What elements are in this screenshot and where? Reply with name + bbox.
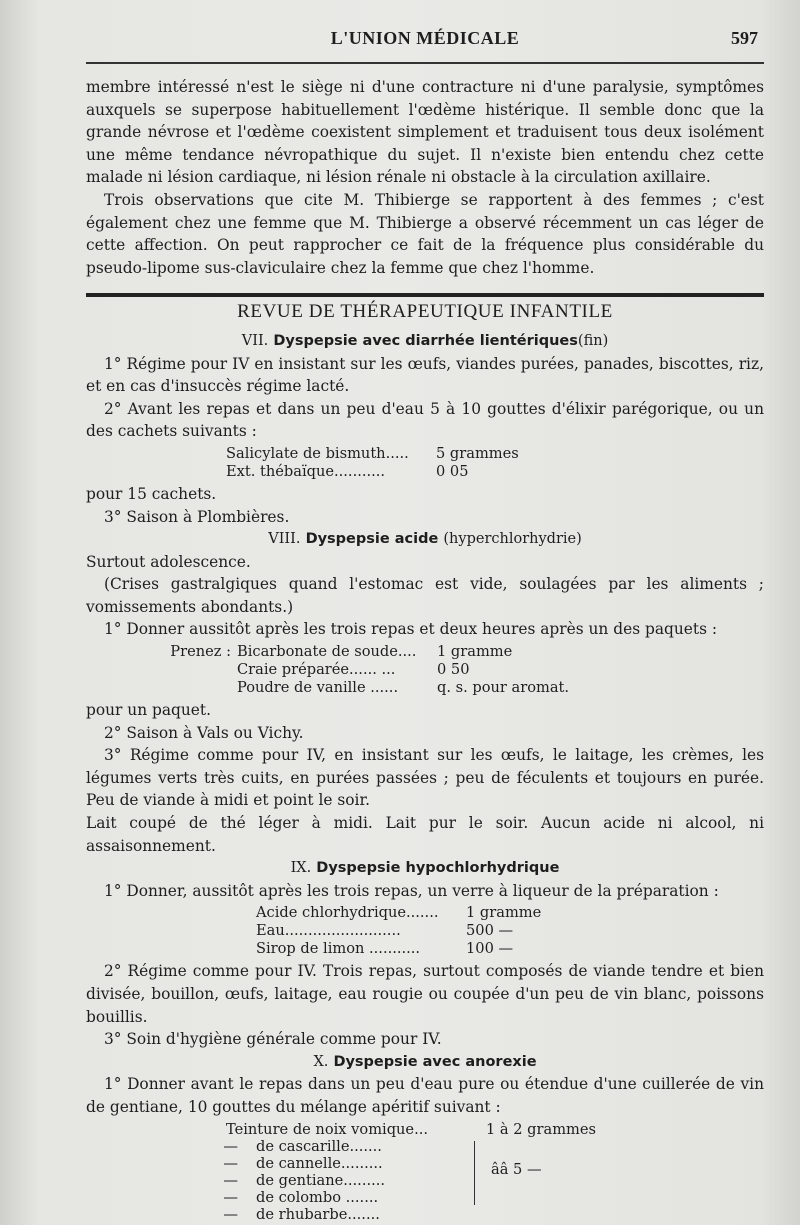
dose: 0 05 <box>436 462 469 480</box>
subsection-heading: Dyspepsie hypochlorhydrique <box>316 860 560 877</box>
subsection-title-viii <box>86 528 764 551</box>
subsection-heading: Dyspepsie avec anorexie <box>333 1053 537 1070</box>
subsection-title-x <box>86 1051 764 1074</box>
paragraph: 3° Soin d'hygiène générale comme pour IV. <box>104 1030 442 1049</box>
prescription-line <box>86 445 764 463</box>
prescription-lead <box>86 661 237 679</box>
shared-dose: ââ 5 — <box>491 1160 542 1178</box>
paragraph: pour 15 cachets. <box>86 484 217 503</box>
ingredient: Teinture de noix vomique... <box>226 1120 428 1138</box>
ingredient: Bicarbonate de soude.... <box>237 643 417 661</box>
ditto-dash: — <box>223 1137 238 1155</box>
ditto-dash: — <box>223 1188 238 1206</box>
subsection-number: VIII. <box>268 531 301 548</box>
ingredient: de rhubarbe....... <box>256 1205 380 1223</box>
ingredient: Craie préparée...... ... <box>237 661 396 679</box>
ingredient: de cascarille....... <box>256 1137 382 1155</box>
paragraph: 1° Régime pour IV en insistant sur les œufs, viandes purées, panades, biscottes, riz, et en cas d'insuccès régime lacté. <box>86 354 764 396</box>
prescription-line <box>86 1155 764 1172</box>
ditto-dash: — <box>223 1171 238 1189</box>
subsection-tail: (hyperchlorhydrie) <box>443 531 582 548</box>
dose: 1 gramme <box>437 643 513 661</box>
prescription-line <box>86 1121 764 1138</box>
dose: 1 à 2 grammes <box>486 1120 597 1138</box>
prescription-line <box>86 1206 764 1223</box>
header-rule <box>86 62 764 64</box>
prescription-line <box>86 679 764 697</box>
paragraph: 3° Saison à Plombières. <box>104 507 290 526</box>
page-body <box>86 76 764 1225</box>
ingredient: de cannelle......... <box>256 1154 383 1172</box>
subsection-heading: Dyspepsie acide <box>305 531 439 548</box>
prescription-line <box>86 463 764 481</box>
dose: 100 — <box>466 940 514 958</box>
paragraph: 1° Donner aussitôt après les trois repas et deux heures après un des paquets : <box>104 620 718 639</box>
paragraph: 3° Régime comme pour IV, en insistant sur les œufs, le laitage, les crèmes, les légumes verts très cuits, en purées passées ; peu de féculents et toujours en purée. Peu de viande à midi et point le soir. <box>86 746 764 810</box>
subsection-title-ix <box>86 857 764 880</box>
prescription-lead <box>86 679 237 697</box>
subsection-tail: (fin) <box>577 332 609 349</box>
prescription-line <box>86 904 764 922</box>
paragraph: 2° Régime comme pour IV. Trois repas, surtout composés de viande tendre et bien divisée, bouillon, œufs, laitage, eau rougie ou coupée d'un peu de vin blanc, poissons bouillis. <box>86 962 764 1026</box>
paragraph: 2° Avant les repas et dans un peu d'eau 5 à 10 gouttes d'élixir parégorique, ou un des cachets suivants : <box>86 399 764 441</box>
prescription-line <box>86 1138 764 1155</box>
prescription-line <box>86 922 764 940</box>
paragraph: 1° Donner avant le repas dans un peu d'eau pure ou étendue d'une cuillerée de vin de gentiane, 10 gouttes du mélange apéritif suivant : <box>86 1075 764 1116</box>
prescription-lead: Prenez : <box>170 643 231 661</box>
prescription-line <box>86 1189 764 1206</box>
dose: 1 gramme <box>466 904 542 922</box>
paragraph: pour un paquet. <box>86 701 211 720</box>
dose: 0 50 <box>437 661 470 679</box>
subsection-number: IX. <box>290 860 312 877</box>
section-title: REVUE DE THÉRAPEUTIQUE INFANTILE <box>237 301 613 323</box>
subsection-number: VII. <box>241 332 269 349</box>
brace <box>474 1141 475 1205</box>
paragraph: (Crises gastralgiques quand l'estomac est vide, soulagées par les aliments ; vomissements abondants.) <box>86 575 764 616</box>
ingredient: Salicylate de bismuth..... <box>226 444 409 462</box>
paragraph: 1° Donner, aussitôt après les trois repas, un verre à liqueur de la préparation : <box>104 881 719 900</box>
ingredient: Acide chlorhydrique....... <box>256 904 439 922</box>
ingredient: Sirop de limon ........... <box>256 940 421 958</box>
page-number: 597 <box>731 28 758 48</box>
ingredient: Ext. thébaïque........... <box>226 462 386 480</box>
subsection-number: X. <box>313 1053 329 1070</box>
ingredient: Eau......................... <box>256 922 401 940</box>
paragraph: Trois observations que cite M. Thibierge se rapportent à des femmes ; c'est également chez une femme que M. Thibierge a observé récemment un cas léger de cette affection. On peut rapprocher ce fait de la fréquence plus considérable du pseudo-lipome sus-claviculaire chez la femme que chez l'homme. <box>86 190 764 277</box>
prescription <box>86 643 764 697</box>
ingredient: Poudre de vanille ...... <box>237 679 399 697</box>
running-title: L'UNION MÉDICALE <box>330 28 520 48</box>
ditto-dash: — <box>223 1154 238 1172</box>
paragraph: 2° Saison à Vals ou Vichy. <box>104 723 304 742</box>
subsection-heading: Dyspepsie avec diarrhée lientériques <box>273 332 578 349</box>
prescription <box>86 445 764 481</box>
prescription <box>86 904 764 958</box>
ingredient: de colombo ....... <box>256 1188 379 1206</box>
prescription-line <box>86 661 764 679</box>
prescription-line <box>86 940 764 958</box>
prescription <box>86 1121 764 1223</box>
paragraph: Surtout adolescence. <box>86 552 251 571</box>
dose: 500 — <box>466 922 514 940</box>
ingredient: de gentiane......... <box>256 1171 386 1189</box>
dose: 5 grammes <box>436 444 519 462</box>
subsection-title-vii <box>86 330 764 353</box>
paragraph: membre intéressé n'est le siège ni d'une contracture ni d'une paralysie, symptômes auxquels se superpose habituellement l'œdème histérique. Il semble donc que la grande névrose et l'œdème coexistent simplement et traduisent tous deux isolément une même tendance névropathique du sujet. Il n'existe bien entendu chez cette malade ni lésion cardiaque, ni lésion rénale ni obstacle à la circulation axillaire. <box>86 78 764 187</box>
ditto-dash: — <box>223 1205 238 1223</box>
prescription-line <box>86 1172 764 1189</box>
page-header <box>86 22 764 62</box>
paragraph: Lait coupé de thé léger à midi. Lait pur le soir. Aucun acide ni alcool, ni assaisonnement. <box>86 814 764 855</box>
prescription-line <box>86 643 764 661</box>
dose: q. s. pour aromat. <box>437 679 570 697</box>
section-rule <box>86 293 764 297</box>
